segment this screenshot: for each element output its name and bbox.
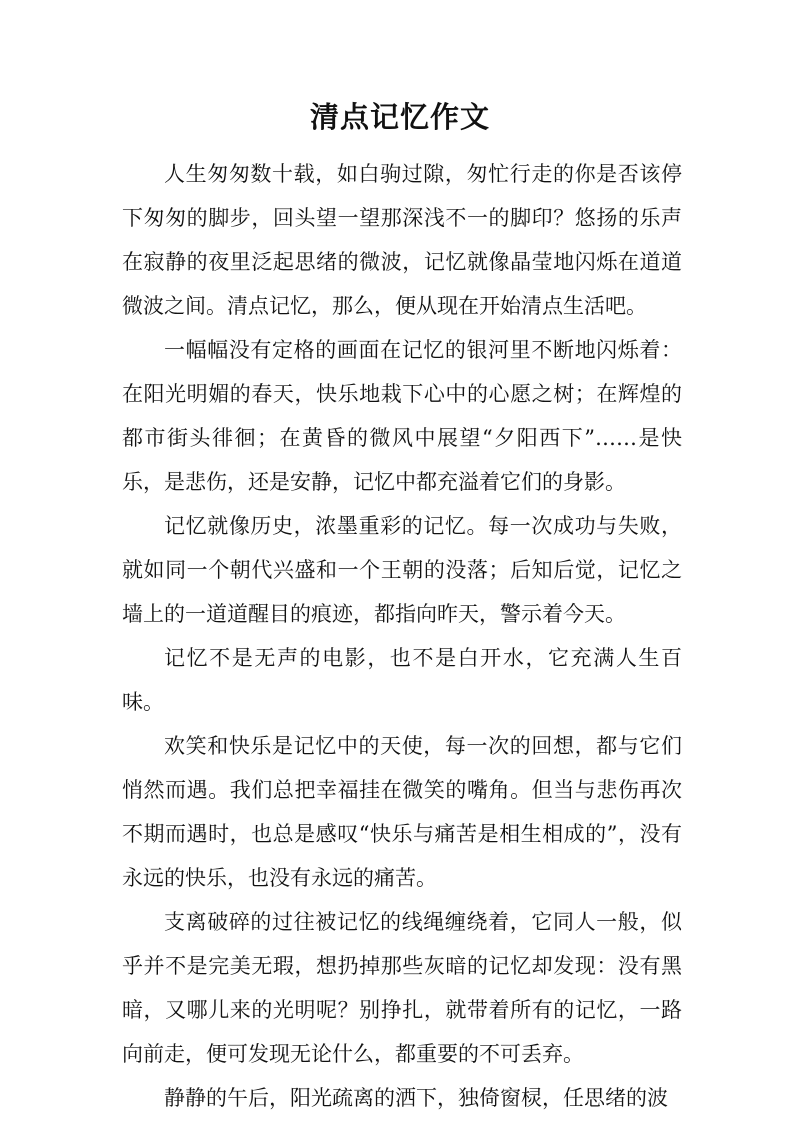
paragraph-7: 静静的午后，阳光疏离的洒下，独倚窗棂，任思绪的波	[164, 1086, 668, 1110]
paragraph-2: 一幅幅没有定格的画面在记忆的银河里不断地闪烁着：在阳光明媚的春天，快乐地栽下心中的心愿之树；在辉煌的都市街头徘徊；在黄昏的微风中展望“夕阳西下”……是快乐，是悲伤，还是安静，记忆中都充溢着它们的身影。	[122, 338, 682, 494]
document-title: 清点记忆作文	[309, 100, 490, 134]
paragraph-3: 记忆就像历史，浓墨重彩的记忆。每一次成功与失败，就如同一个朝代兴盛和一个王朝的没落；后知后觉，记忆之墙上的一道道醒目的痕迹，都指向昨天，警示着今天。	[122, 514, 682, 626]
paragraph-4: 记忆不是无声的电影，也不是白开水，它充满人生百味。	[122, 646, 682, 714]
paragraph-5: 欢笑和快乐是记忆中的天使，每一次的回想，都与它们悄然而遇。我们总把幸福挂在微笑的嘴角。但当与悲伤再次不期而遇时，也总是感叹“快乐与痛苦是相生相成的”，没有永远的快乐，也没有永远的痛苦。	[122, 734, 682, 890]
paragraph-6: 支离破碎的过往被记忆的线绳缠绕着，它同人一般，似乎并不是完美无瑕，想扔掉那些灰暗的记忆却发现：没有黑暗，又哪儿来的光明呢？别挣扎，就带着所有的记忆，一路向前走，便可发现无论什么，都重要的不可丢弃。	[122, 910, 682, 1066]
document-body	[122, 152, 682, 1120]
paragraph-1: 人生匆匆数十载，如白驹过隙，匆忙行走的你是否该停下匆匆的脚步，回头望一望那深浅不一的脚印？悠扬的乐声在寂静的夜里泛起思绪的微波，记忆就像晶莹地闪烁在道道微波之间。清点记忆，那么，便从现在开始清点生活吧。	[122, 162, 682, 318]
